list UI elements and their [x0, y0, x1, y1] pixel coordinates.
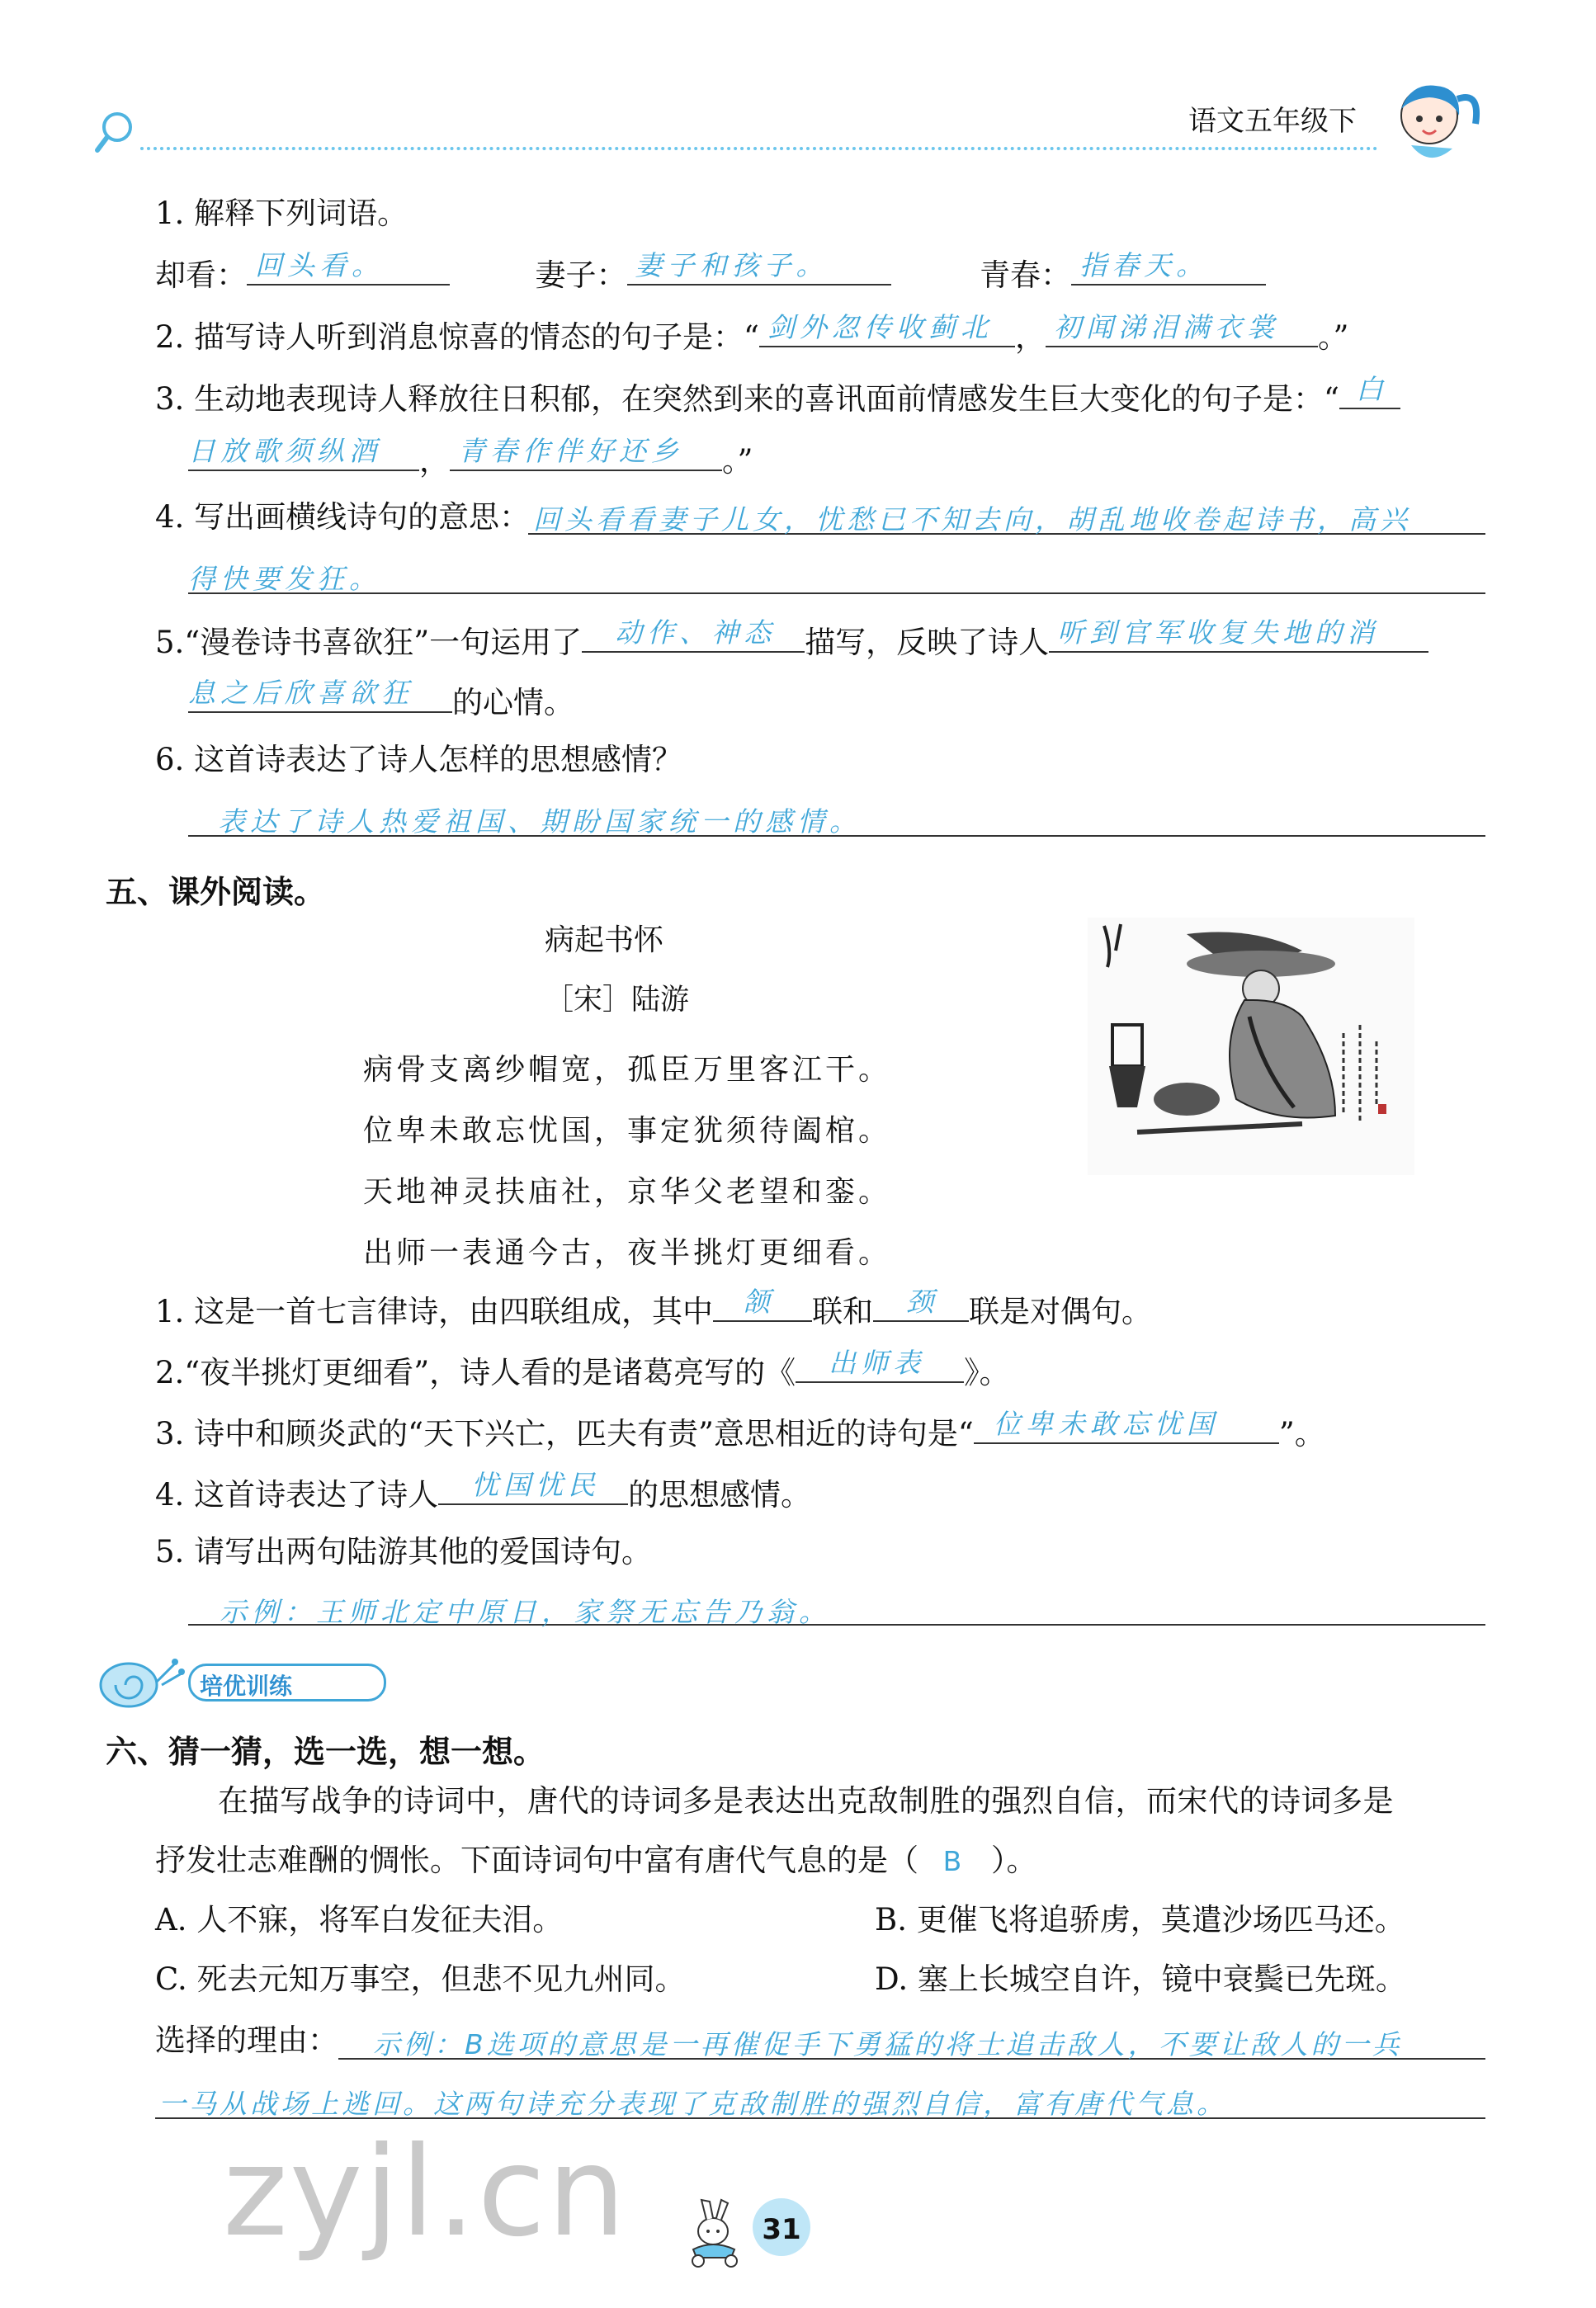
poem-line-3: 天地神灵扶庙社，京华父老望和銮。 [363, 1175, 892, 1209]
r4-answer: 忧国忧民 [471, 1469, 601, 1501]
r3-text2: ”。 [1278, 1416, 1325, 1451]
q1-answer-1: 回头看。 [255, 249, 384, 281]
option-a: A. 人不寐，将军白发征夫泪。 [155, 1902, 564, 1937]
section6-p2-text: 抒发壮志难酬的惆怅。下面诗词句中富有唐代气息的是（ [155, 1843, 918, 1878]
r1-text3: 联是对偶句。 [969, 1294, 1153, 1329]
header [0, 0, 1596, 165]
page-number: 31 [762, 2213, 801, 2246]
q2 [155, 311, 1349, 355]
q4-answer-2: 得快要发狂。 [188, 563, 381, 595]
q1-answer-3: 指春天。 [1079, 249, 1209, 281]
ink-painting-illustration [1088, 918, 1414, 1175]
r1-answer-2: 颈 [906, 1286, 939, 1318]
training-banner [96, 1649, 385, 1711]
r3-answer: 位卑未敢忘忧国 [993, 1408, 1219, 1440]
r1-text2: 联和 [812, 1294, 874, 1329]
q5-answer-2a: 听到官军收复失地的消 [1057, 616, 1380, 649]
cartoon-girl-icon [1378, 66, 1485, 173]
q5-line1 [155, 616, 1428, 660]
section6-title: 六、猜一猜，选一选，想一想。 [106, 1733, 545, 1770]
r5-text: 5. 请写出两句陆游其他的爱国诗句。 [155, 1534, 653, 1569]
header-dotted-line [140, 147, 1378, 150]
q6-text: 6. 这首诗表达了诗人怎样的思想感情？ [155, 742, 683, 777]
watermark: zyjl.cn [223, 2121, 628, 2264]
q4-underline-2 [188, 592, 1485, 594]
q3-answer-1b: 日放歌须纵酒 [188, 435, 381, 467]
r1-text1: 1. 这是一首七言律诗，由四联组成，其中 [155, 1294, 714, 1329]
option-b: B. 更催飞将追骄虏，莫遣沙场匹马还。 [875, 1902, 1405, 1937]
q5-answer-2b: 息之后欣喜欲狂 [188, 677, 413, 709]
q3-sep: ， [419, 443, 450, 479]
q4-text: 4. 写出画横线诗句的意思： [155, 499, 531, 535]
r5-answer: 示例：王师北定中原日，家祭无忘告乃翁。 [220, 1596, 831, 1628]
reason-answer-1: 示例：B选项的意思是一再催促手下勇猛的将士追击敌人，不要让敌人的一兵 [373, 2028, 1403, 2060]
q5-text1: 5.“漫卷诗书喜欲狂”一句运用了 [155, 625, 583, 660]
q5-text3: 的心情。 [452, 685, 574, 720]
q2-sep: ， [1014, 319, 1046, 355]
snail-icon [96, 1649, 187, 1711]
q1-row [155, 249, 1266, 293]
book-title: 语文五年级下 [1188, 105, 1357, 138]
r3-text1: 3. 诗中和顾炎武的“天下兴亡，匹夫有责”意思相近的诗句是“ [155, 1416, 974, 1451]
q5-line2 [188, 677, 574, 720]
poem-author: ［宋］陆游 [545, 984, 690, 1017]
reason-label: 选择的理由： [155, 2022, 338, 2058]
q2-end: 。” [1317, 319, 1349, 355]
r2 [155, 1347, 1010, 1390]
q4-answer-1: 回头看看妻子儿女，忧愁已不知去向，胡乱地收卷起诗书，高兴 [533, 503, 1411, 536]
q2-answer-2: 初闻涕泪满衣裳 [1053, 311, 1279, 343]
r4-text2: 的思想感情。 [628, 1477, 812, 1513]
poem-title: 病起书怀 [545, 923, 664, 957]
q1-answer-2: 妻子和孩子。 [635, 249, 829, 281]
option-d: D. 塞上长城空自许，镜中衰鬓已先斑。 [875, 1961, 1406, 1997]
q3-line1 [155, 373, 1400, 417]
q1-word-1: 却看： [155, 257, 247, 293]
r4 [155, 1469, 812, 1513]
q3-line2 [188, 435, 753, 479]
section6-paragraph-1: 在描写战争的诗词中，唐代的诗词多是表达出克敌制胜的强烈自信，而宋代的诗词多是 [218, 1783, 1394, 1819]
option-c: C. 死去元知万事空，但悲不见九州同。 [155, 1961, 686, 1997]
section5-title: 五、课外阅读。 [106, 873, 326, 910]
poem-line-1: 病骨支离纱帽宽，孤臣万里客江干。 [363, 1053, 892, 1087]
q6-answer: 表达了诗人热爱祖国、期盼国家统一的感情。 [218, 805, 862, 838]
q5-answer-1: 动作、神态 [615, 616, 777, 649]
bunny-scooter-icon [677, 2195, 751, 2269]
q1-label: 1. 解释下列词语。 [155, 196, 408, 231]
q2-answer-1: 剑外忽传收蓟北 [767, 311, 993, 343]
r3 [155, 1408, 1325, 1451]
section6-paragraph-2 [155, 1845, 1037, 1876]
r2-text2: 》。 [964, 1355, 1010, 1390]
banner-label: 培优训练 [200, 1673, 293, 1700]
section6-p2-end: ）。 [991, 1843, 1037, 1878]
q1-word-3: 青春： [980, 257, 1072, 293]
q2-text: 2. 描写诗人听到消息惊喜的情态的句子是：“ [155, 319, 759, 355]
poem-line-4: 出师一表通今古，夜半挑灯更细看。 [363, 1236, 892, 1270]
r2-text1: 2.“夜半挑灯更细看”，诗人看的是诸葛亮写的《 [155, 1355, 796, 1390]
q1-word-2: 妻子： [535, 257, 627, 293]
q3-end: 。” [722, 443, 753, 479]
r1-answer-1: 颔 [743, 1286, 776, 1318]
poem-line-2: 位卑未敢忘忧国，事定犹须待阖棺。 [363, 1114, 892, 1148]
r1 [155, 1286, 1153, 1329]
r2-answer: 出师表 [829, 1347, 926, 1379]
q3-answer-1a: 白 [1355, 373, 1388, 405]
magnifier-icon [92, 109, 139, 158]
q3-text: 3. 生动地表现诗人释放往日积郁，在突然到来的喜讯面前情感发生巨大变化的句子是：“ [155, 381, 1339, 417]
q3-answer-2: 青春作伴好还乡 [458, 435, 683, 467]
r4-text1: 4. 这首诗表达了诗人 [155, 1477, 439, 1513]
reason-answer-2: 一马从战场上逃回。这两句诗充分表现了克敌制胜的强烈自信，富有唐代气息。 [158, 2088, 1227, 2120]
q5-text2: 描写，反映了诗人 [805, 625, 1050, 660]
section6-answer: B [942, 1845, 967, 1877]
